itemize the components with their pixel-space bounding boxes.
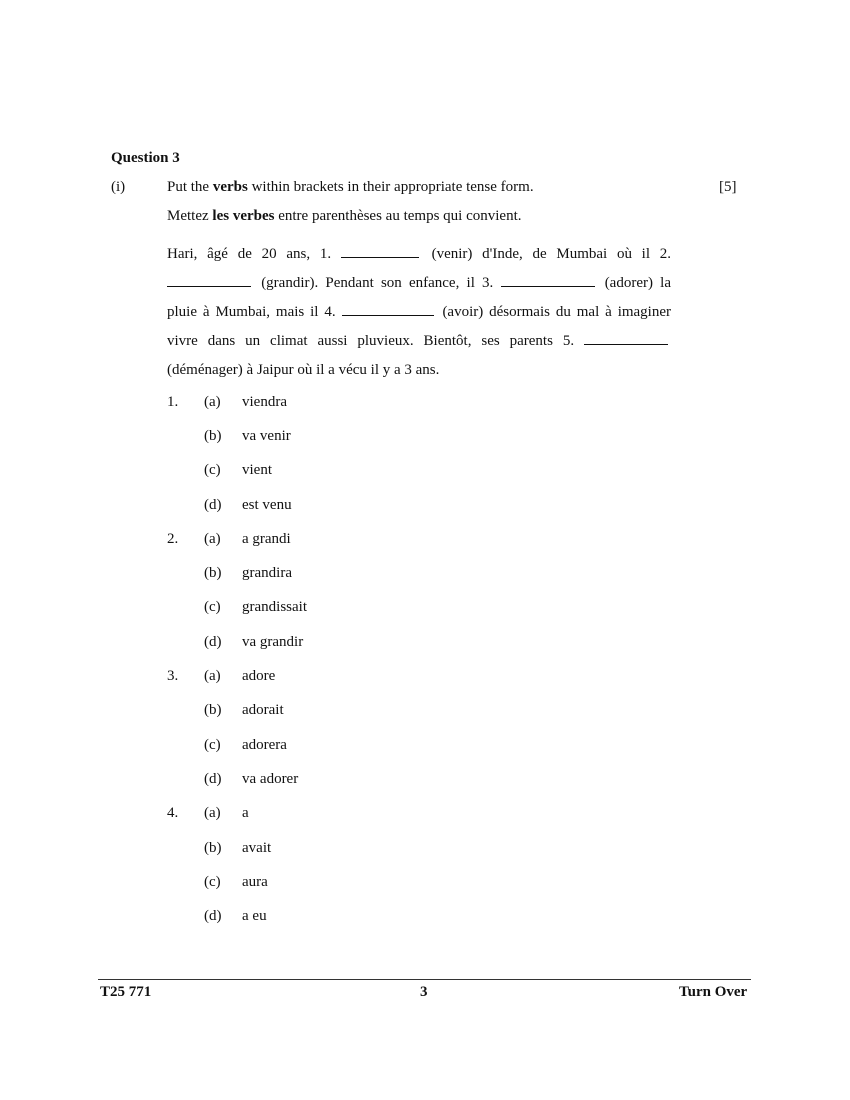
blank-2 [167, 274, 251, 287]
item-number-3: 3. [167, 668, 179, 684]
option-text: adore [242, 668, 276, 684]
instruction-french-bold: les verbes [212, 208, 275, 224]
item-number-2: 2. [167, 531, 179, 547]
option-text: vient [242, 462, 272, 478]
footer-divider [98, 979, 751, 980]
option-letter: (b) [204, 428, 222, 444]
option-text: grandira [242, 565, 292, 581]
option-text: est venu [242, 497, 292, 513]
question-heading: Question 3 [111, 150, 180, 166]
cloze-passage [167, 240, 671, 385]
item-number-1: 1. [167, 394, 179, 410]
blank-4 [342, 303, 434, 316]
option-letter: (a) [204, 805, 221, 821]
turn-over-label: Turn Over [679, 984, 748, 1000]
passage-segment-4: (adorer) la pluie à Mumbai, mais il 4. [167, 275, 671, 320]
option-text: a grandi [242, 531, 291, 547]
option-text: adorait [242, 702, 284, 718]
option-letter: (c) [204, 599, 221, 615]
option-letter: (b) [204, 840, 222, 856]
blank-3 [501, 274, 595, 287]
option-letter: (c) [204, 874, 221, 890]
option-text: va adorer [242, 771, 299, 787]
option-letter: (b) [204, 565, 222, 581]
option-letter: (d) [204, 497, 222, 513]
instruction-english [167, 179, 534, 196]
blank-5 [584, 332, 668, 345]
page-number: 3 [420, 984, 428, 1000]
option-letter: (c) [204, 462, 221, 478]
option-letter: (a) [204, 394, 221, 410]
option-letter: (c) [204, 737, 221, 753]
instruction-english-bold: verbs [212, 179, 248, 195]
passage-segment-1: Hari, âgé de 20 ans, 1. [167, 246, 332, 262]
passage-segment-3: (grandir). Pendant son enfance, il 3. [261, 275, 494, 291]
option-text: adorera [242, 737, 287, 753]
paper-code: T25 771 [100, 984, 152, 1000]
item-number-4: 4. [167, 805, 179, 821]
option-letter: (a) [204, 668, 221, 684]
blank-1 [341, 245, 419, 258]
option-text: a eu [242, 908, 267, 924]
option-letter: (d) [204, 634, 222, 650]
part-number: (i) [111, 179, 126, 195]
option-text: aura [242, 874, 268, 890]
option-text: viendra [242, 394, 287, 410]
option-text: va venir [242, 428, 291, 444]
instruction-french-post: entre parenthèses au temps qui convient. [274, 208, 522, 224]
option-letter: (d) [204, 908, 222, 924]
instruction-french [167, 208, 522, 225]
marks-label: [5] [719, 179, 737, 195]
instruction-french-pre: Mettez [167, 208, 213, 224]
instruction-english-post: within brackets in their appropriate tense form. [247, 179, 534, 195]
passage-segment-6: (déménager) à Jaipur où il a vécu il y a 3 ans. [167, 362, 440, 378]
instruction-english-pre: Put the [167, 179, 213, 195]
option-letter: (d) [204, 771, 222, 787]
option-text: va grandir [242, 634, 304, 650]
option-text: grandissait [242, 599, 307, 615]
option-letter: (a) [204, 531, 221, 547]
passage-segment-5: (avoir) désormais du mal à imaginer vivre dans un climat aussi pluvieux. Bientôt, ses parents 5. [167, 304, 672, 349]
option-text: avait [242, 840, 272, 856]
option-text: a [242, 805, 249, 821]
option-letter: (b) [204, 702, 222, 718]
passage-segment-2: (venir) d'Inde, de Mumbai où il 2. [431, 246, 672, 262]
